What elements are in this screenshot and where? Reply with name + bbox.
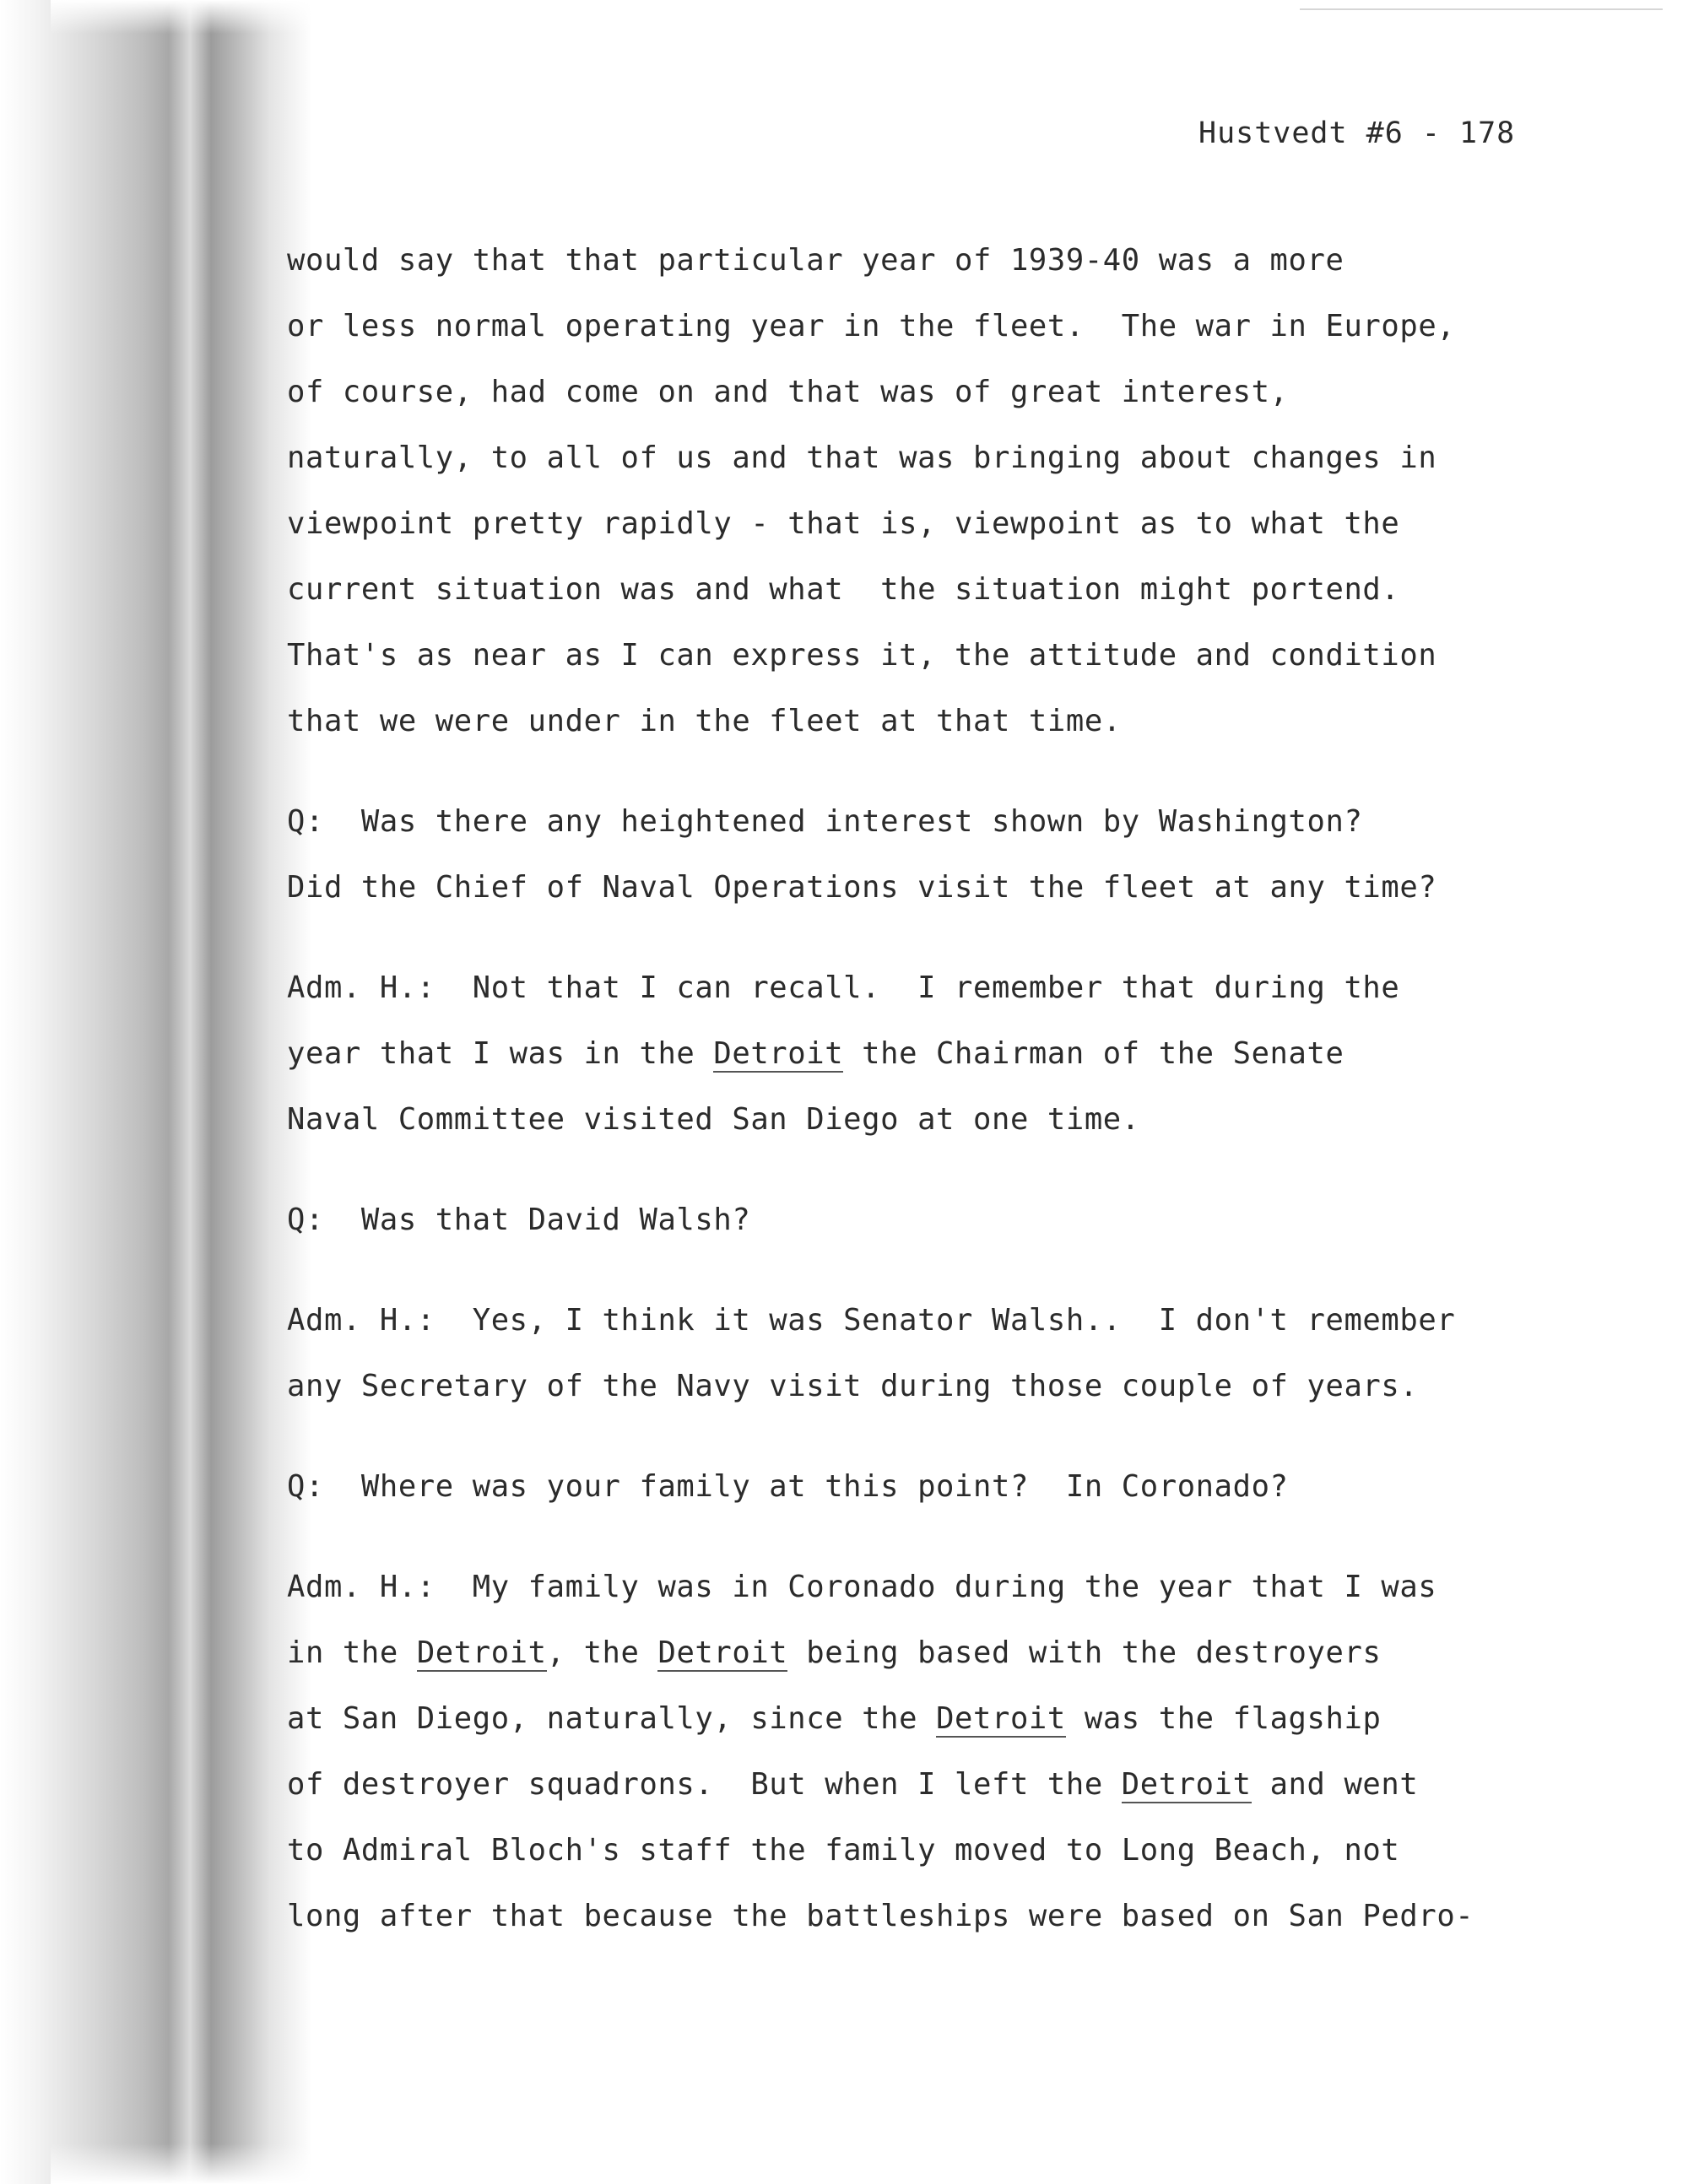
text-line: that we were under in the fleet at that time. [287,704,1122,738]
binding-shadow-bottom-fade [51,2143,321,2184]
text-line: or less normal operating year in the fleet. The war in Europe, [287,309,1456,343]
text-segment: year that I was in the [287,1036,714,1071]
answer-line: long after that because the battleships were based on San Pedro- [287,1899,1474,1933]
ship-name-underlined: Detroit [936,1701,1066,1736]
ship-name-underlined: Detroit [657,1635,788,1670]
text-line: naturally, to all of us and that was bringing about changes in [287,441,1437,475]
binding-shadow [0,0,312,2184]
text-line: That's as near as I can express it, the attitude and condition [287,638,1437,673]
text-segment: and went [1251,1767,1419,1802]
ship-name-underlined: Detroit [1121,1767,1252,1802]
answer-line: Adm. H.: My family was in Coronado during the year that I was [287,1570,1437,1604]
page-number: Hustvedt #6 - 178 [1198,116,1516,150]
text-segment: of destroyer squadrons. But when I left the [287,1767,1122,1802]
binding-shadow-top-fade [51,0,321,34]
answer-line [287,1767,1418,1802]
text-segment: in the [287,1635,417,1670]
text-segment: being based with the destroyers [787,1635,1382,1670]
text-line: viewpoint pretty rapidly - that is, viewpoint as to what the [287,506,1400,541]
answer-line [287,1036,1344,1071]
question-line: Q: Was that David Walsh? [287,1203,751,1237]
answer-line: Adm. H.: Yes, I think it was Senator Walsh.. I don't remember [287,1303,1456,1338]
answer-line: Adm. H.: Not that I can recall. I remember that during the [287,970,1400,1005]
ship-name-underlined: Detroit [416,1635,547,1670]
question-line: Q: Was there any heightened interest shown by Washington? [287,804,1363,839]
text-line: would say that that particular year of 1939-40 was a more [287,243,1344,278]
question-line: Did the Chief of Naval Operations visit the fleet at any time? [287,870,1437,905]
text-segment: the Chairman of the Senate [843,1036,1344,1071]
top-edge-rule [1300,8,1663,10]
text-line: of course, had come on and that was of great interest, [287,375,1289,409]
ship-name-underlined: Detroit [713,1036,844,1071]
answer-line: to Admiral Bloch's staff the family moved to Long Beach, not [287,1833,1400,1868]
text-segment: was the flagship [1065,1701,1382,1736]
answer-line: Naval Committee visited San Diego at one time. [287,1102,1140,1137]
text-line: current situation was and what the situation might portend. [287,572,1400,607]
answer-line [287,1701,1381,1736]
text-segment: at San Diego, naturally, since the [287,1701,937,1736]
answer-line [287,1635,1381,1670]
text-segment: , the [546,1635,658,1670]
answer-line: any Secretary of the Navy visit during those couple of years. [287,1369,1419,1403]
question-line: Q: Where was your family at this point? In Coronado? [287,1469,1289,1504]
